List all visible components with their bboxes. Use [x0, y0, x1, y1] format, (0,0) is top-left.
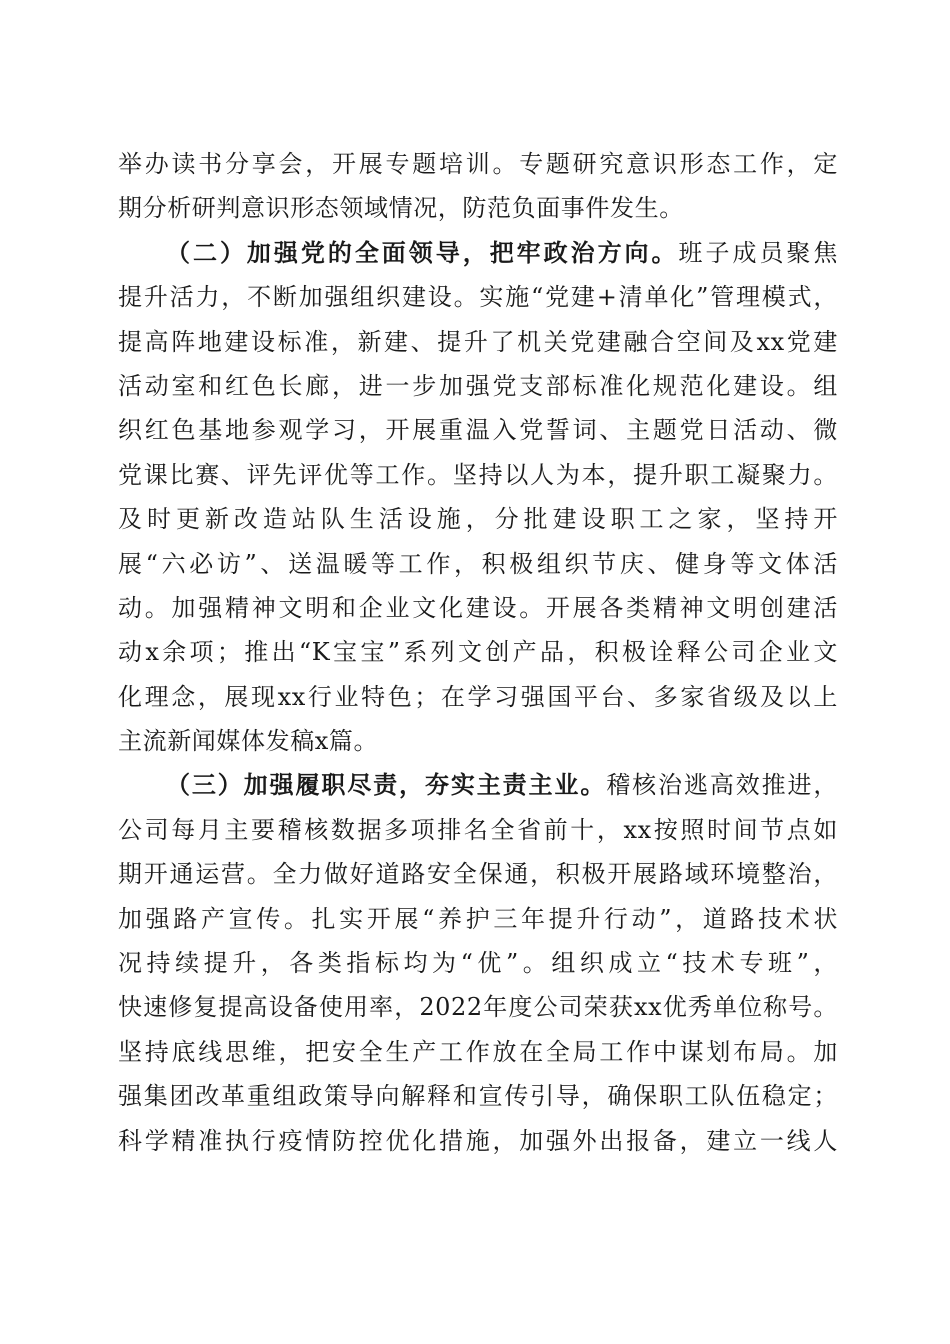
text-line: 科学精准执行疫情防控优化措施，加强外出报备，建立一线人 — [118, 1126, 838, 1155]
text-line: 坚持底线思维，把安全生产工作放在全局工作中谋划布局。加 — [118, 1037, 838, 1066]
text-line: 展“六必访”、送温暖等工作，积极组织节庆、健身等文体活 — [118, 549, 838, 578]
text-line: 提高阵地建设标准，新建、提升了机关党建融合空间及xx党建 — [118, 327, 838, 356]
text-line: 动。加强精神文明和企业文化建设。开展各类精神文明创建活 — [118, 593, 838, 622]
text-line: 提升活力，不断加强组织建设。实施“党建+清单化”管理模式， — [118, 283, 838, 312]
text-line: 期分析研判意识形态领域情况，防范负面事件发生。 — [118, 194, 684, 223]
text-line: 快速修复提高设备使用率，2022年度公司荣获xx优秀单位称号。 — [118, 993, 838, 1022]
section-2-heading: （二）加强党的全面领导，把牢政治方向。 — [166, 237, 679, 267]
text-line: 加强路产宣传。扎实开展“养护三年提升行动”，道路技术状 — [118, 904, 838, 933]
text-line: 化理念，展现xx行业特色；在学习强国平台、多家省级及以上 — [118, 682, 838, 711]
text-line: 主流新闻媒体发稿x篇。 — [118, 727, 379, 756]
section-3-heading: （三）加强履职尽责，夯实主责主业。 — [166, 770, 607, 800]
section-3-first-line — [118, 763, 838, 807]
body-text — [118, 142, 838, 1163]
section-2-lead: 班子成员聚焦 — [678, 238, 838, 267]
text-line: 织红色基地参观学习，开展重温入党誓词、主题党日活动、微 — [118, 416, 838, 445]
text-line: 党课比赛、评先评优等工作。坚持以人为本，提升职工凝聚力。 — [118, 460, 838, 489]
text-line: 举办读书分享会，开展专题培训。专题研究意识形态工作，定 — [118, 150, 838, 178]
text-line: 期开通运营。全力做好道路安全保通，积极开展路域环境整治， — [118, 860, 838, 889]
section-2-first-line — [118, 231, 838, 275]
text-line: 况持续提升，各类指标均为“优”。组织成立“技术专班”， — [118, 949, 838, 978]
text-line: 公司每月主要稽核数据多项排名全省前十，xx按照时间节点如 — [118, 815, 838, 844]
text-line: 活动室和红色长廊，进一步加强党支部标准化规范化建设。组 — [118, 371, 838, 400]
text-line: 及时更新改造站队生活设施，分批建设职工之家，坚持开 — [118, 505, 838, 534]
text-line: 强集团改革重组政策导向解释和宣传引导，确保职工队伍稳定； — [118, 1082, 838, 1111]
section-3-lead: 稽核治逃高效推进， — [606, 771, 838, 800]
text-line: 动x余项；推出“K宝宝”系列文创产品，积极诠释公司企业文 — [118, 638, 838, 667]
